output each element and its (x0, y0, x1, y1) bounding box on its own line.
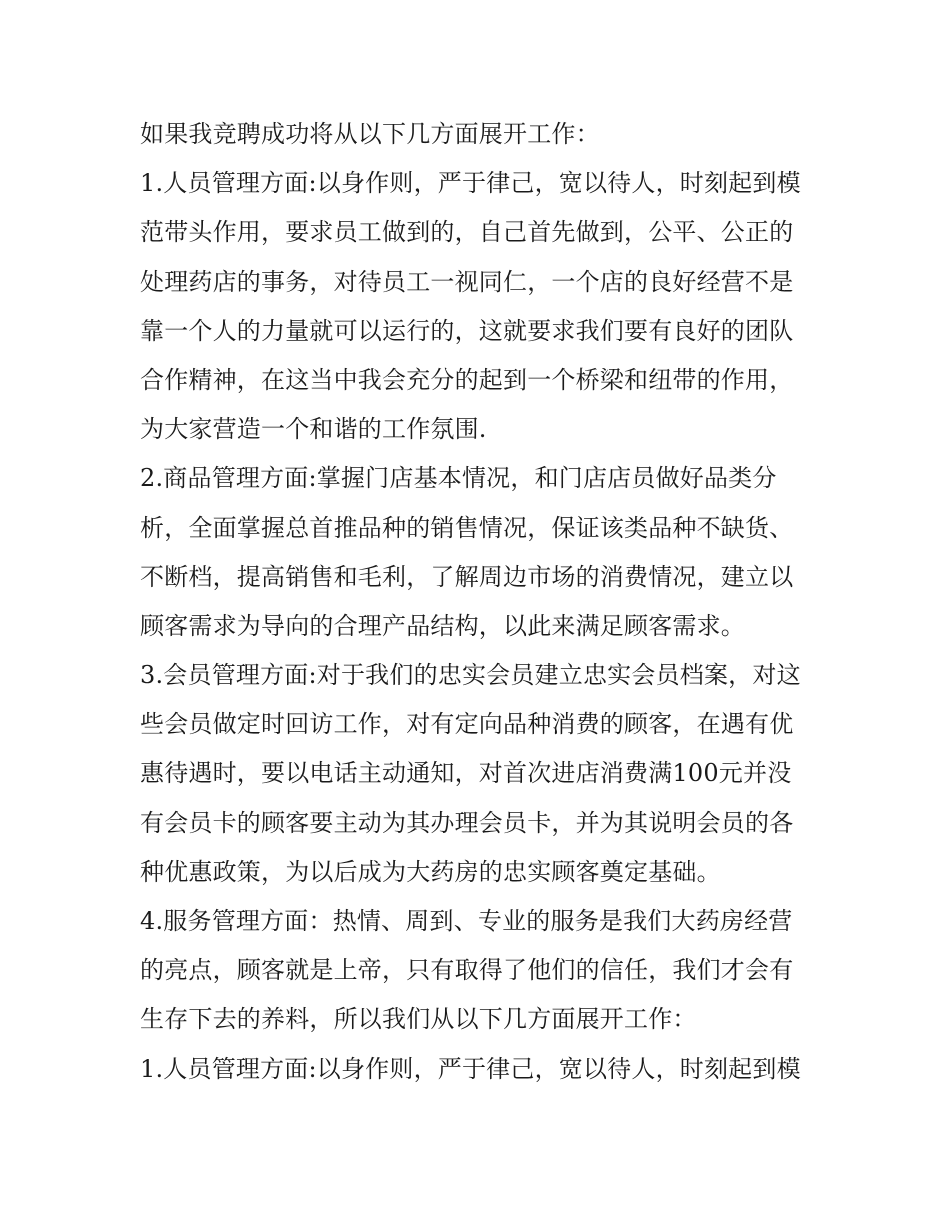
text-line: 的亮点，顾客就是上帝，只有取得了他们的信任，我们才会有 (140, 956, 794, 985)
text-line: 析，全面掌握总首推品种的销售情况，保证该类品种不缺货、 (140, 513, 794, 542)
text-line: 1.人员管理方面:以身作则，严于律己，宽以待人，时刻起到模 (140, 169, 801, 198)
text-line: 1.人员管理方面:以身作则，严于律己，宽以待人，时刻起到模 (140, 1054, 801, 1083)
text-line: 不断档，提高销售和毛利，了解周边市场的消费情况，建立以 (140, 562, 794, 591)
text-line: 2.商品管理方面:掌握门店基本情况，和门店店员做好品类分 (140, 464, 777, 493)
text-line: 如果我竞聘成功将从以下几方面展开工作： (140, 120, 600, 148)
text-line: 靠一个人的力量就可以运行的，这就要求我们要有良好的团队 (140, 316, 794, 345)
text-line: 些会员做定时回访工作，对有定向品种消费的顾客，在遇有优 (140, 710, 794, 739)
text-line: 种优惠政策，为以后成为大药房的忠实顾客奠定基础。 (140, 857, 721, 886)
text-line: 处理药店的事务，对待员工一视同仁，一个店的良好经营不是 (140, 267, 794, 296)
text-line: 有会员卡的顾客要主动为其办理会员卡，并为其说明会员的各 (140, 808, 794, 837)
document-body (140, 110, 820, 1094)
text-line: 生存下去的养料，所以我们从以下几方面展开工作： (140, 1005, 697, 1034)
text-line: 惠待遇时，要以电话主动通知，对首次进店消费满100元并没 (140, 759, 792, 788)
text-line: 顾客需求为导向的合理产品结构，以此来满足顾客需求。 (140, 611, 745, 640)
text-line: 4.服务管理方面：热情、周到、专业的服务是我们大药房经营 (140, 907, 793, 935)
text-line: 为大家营造一个和谐的工作氛围. (140, 415, 487, 444)
text-line: 范带头作用，要求员工做到的，自己首先做到，公平、公正的 (140, 218, 794, 247)
text-line: 合作精神，在这当中我会充分的起到一个桥梁和纽带的作用， (140, 365, 794, 394)
text-line: 3.会员管理方面:对于我们的忠实会员建立忠实会员档案，对这 (140, 661, 801, 690)
